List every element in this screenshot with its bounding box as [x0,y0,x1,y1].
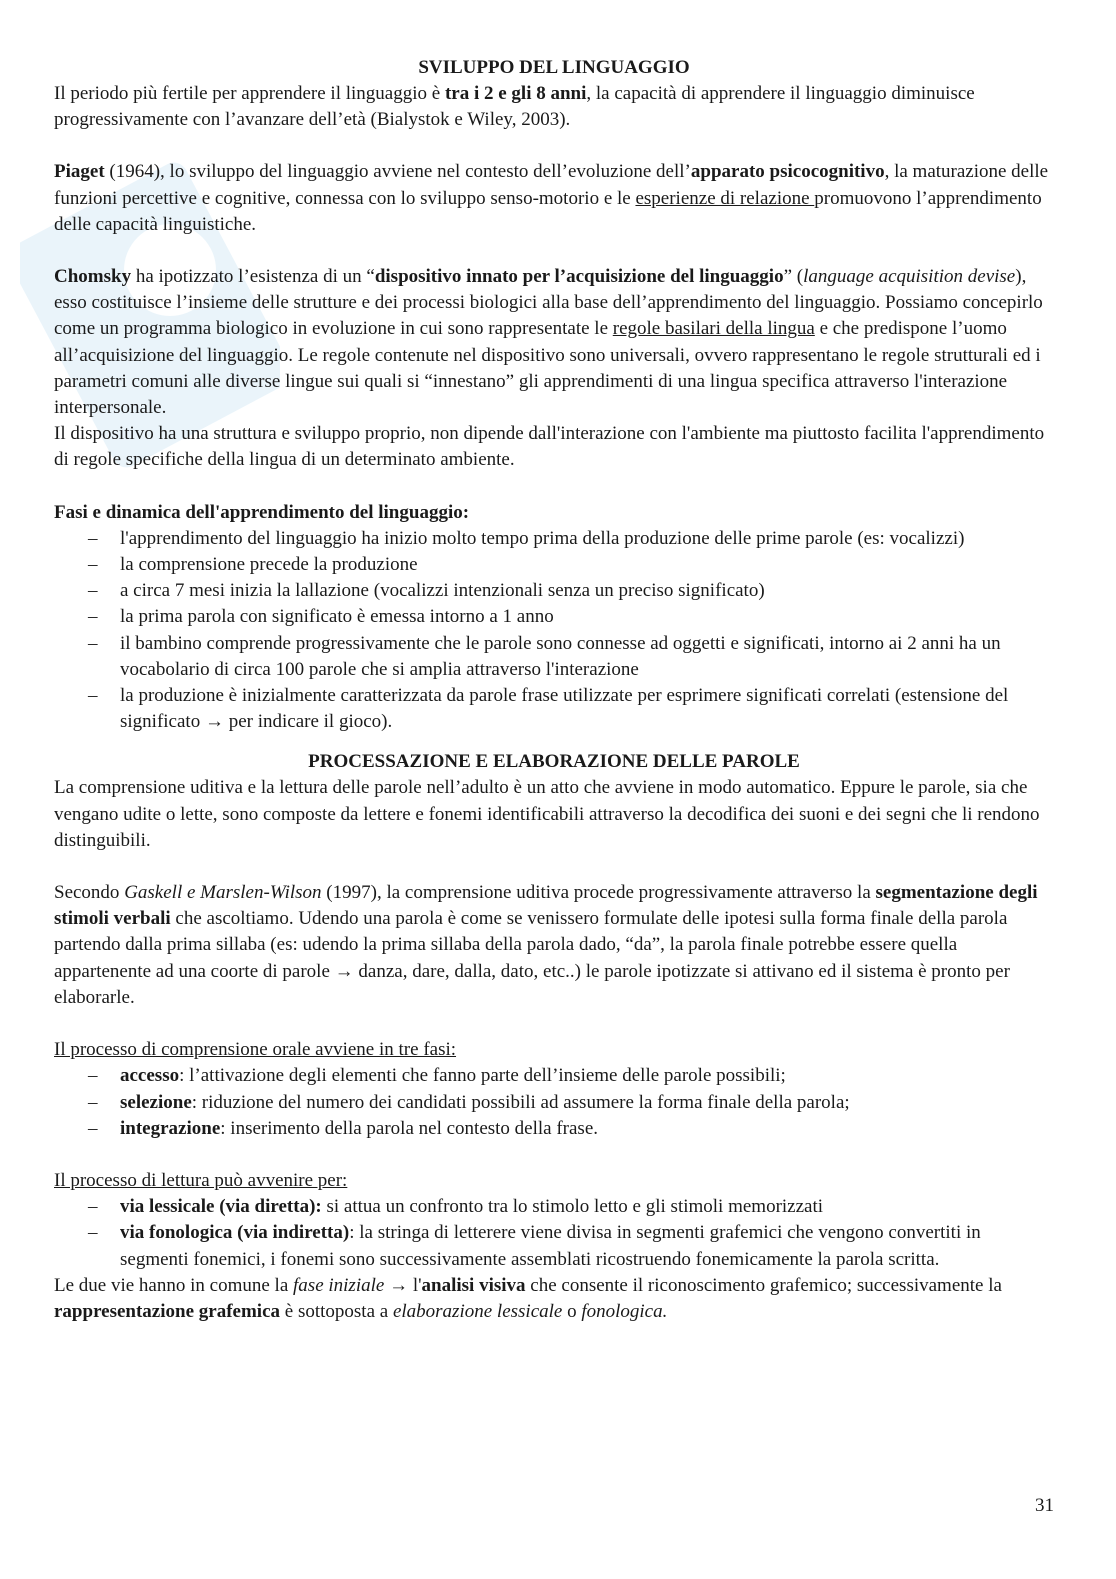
paragraph-due-vie: Le due vie hanno in comune la fase iniziale → l'analisi visiva che consente il riconoscimento grafemico; successivamente la rappresentazione grafemica è sottoposta a elaborazione lessicale o fonologica. [54,1274,1002,1322]
paragraph-dispositivo: Il dispositivo ha una struttura e sviluppo proprio, non dipende dall'interazione con l'ambiente ma piuttosto facilita l'apprendimento di regole specifiche della lingua di un determinato ambiente. [54,423,1045,471]
phases-list [54,526,1054,736]
reading-heading: Il processo di lettura può avvenire per: [54,1169,348,1191]
list-item: – accesso: l’attivazione degli elementi che fanno parte dell’insieme delle parole possibili; [88,1065,786,1087]
list-item: – il bambino comprende progressivamente che le parole sono connesse ad oggetti e significati, intorno ai 2 anni ha un vocabolario di circa 100 parole che si amplia attraverso l'interazione [88,632,1001,680]
list-item: – selezione: riduzione del numero dei candidati possibili ad assumere la forma finale della parola; [88,1091,850,1113]
paragraph-comprensione: La comprensione uditiva e la lettura delle parole nell’adulto è un atto che avviene in modo automatico. Eppure le parole, sia che vengano udite o lette, sono composte da lettere e fonemi identificabili attraverso la decodifica dei suoni e dei segni che li rendono distinguibili. [54,777,1040,851]
paragraph-intro: Il periodo più fertile per apprendere il linguaggio è tra i 2 e gli 8 anni, la capacità di apprendere il linguaggio diminuisce progressivamente con l’avanzare dell’età (Bialystok e Wiley, 2003). [54,83,975,131]
list-item: – via lessicale (via diretta): si attua un confronto tra lo stimolo letto e gli stimoli memorizzati [88,1196,824,1218]
list-item: – la produzione è inizialmente caratterizzata da parole frase utilizzate per esprimere significati correlati (estensione del significato → per indicare il gioco). [88,685,1009,733]
list-item: – la comprensione precede la produzione [88,554,418,576]
paragraph-chomsky: Chomsky ha ipotizzato l’esistenza di un “dispositivo innato per l’acquisizione del linguaggio” (language acquisition devise), esso costituisce l’insieme delle strutture e dei processi biologici alla base dell’apprendimento del linguaggio. Possiamo concepirlo come un programma biologico in evoluzione in cui sono rappresentate le regole basilari della lingua e che predispone l’uomo all’acquisizione del linguaggio. Le regole contenute nel dispositivo sono universali, ovvero rappresentano le regole strutturali ed i parametri comuni alle diverse lingue sui quali si “innestano” gli apprendimenti di una lingua specifica attraverso l'interazione interpersonale. [54,266,1043,419]
paragraph-gaskell: Secondo Gaskell e Marslen-Wilson (1997), la comprensione uditiva procede progressivamente attraverso la segmentazione degli stimoli verbali che ascoltiamo. Udendo una parola è come se venissero formulate delle ipotesi sulla forma finale della parola partendo dalla prima sillaba (es: udendo la prima sillaba della parola dado, “da”, la parola finale potrebbe essere quella appartenente ad una coorte di parole → danza, dare, dalla, dato, etc..) le parole ipotizzate si attivano ed il sistema è pronto per elaborarle. [54,882,1038,1008]
list-item: – via fonologica (via indiretta): la stringa di letterere viene divisa in segmenti grafemici che vengono convertiti in segmenti fonemici, i fonemi sono successivamente assemblati ricostruendo fonemicamente la parola scritta. [88,1222,981,1270]
section-title-processazione: PROCESSAZIONE E ELABORAZIONE DELLE PAROLE [308,751,800,773]
oral-heading: Il processo di comprensione orale avviene in tre fasi: [54,1039,457,1061]
oral-phases-list [54,1063,1054,1142]
list-item: – a circa 7 mesi inizia la lallazione (vocalizzi intenzionali senza un preciso significato) [88,580,765,602]
phases-heading: Fasi e dinamica dell'apprendimento del linguaggio: [54,501,470,523]
reading-routes-list [54,1194,1054,1273]
paragraph-piaget: Piaget (1964), lo sviluppo del linguaggio avviene nel contesto dell’evoluzione dell’apparato psicocognitivo, la maturazione delle funzioni percettive e cognitive, connessa con lo sviluppo senso-motorio e le esperienze di relazione promuovono l’apprendimento delle capacità linguistiche. [54,161,1049,235]
list-item: – integrazione: inserimento della parola nel contesto della frase. [88,1117,599,1139]
document-page [54,55,1054,1325]
page-number: 31 [1035,1495,1054,1516]
list-item: – l'apprendimento del linguaggio ha inizio molto tempo prima della produzione delle prime parole (es: vocalizzi) [88,527,965,549]
list-item: – la prima parola con significato è emessa intorno a 1 anno [88,606,554,628]
section-title-sviluppo: SVILUPPO DEL LINGUAGGIO [418,57,690,78]
